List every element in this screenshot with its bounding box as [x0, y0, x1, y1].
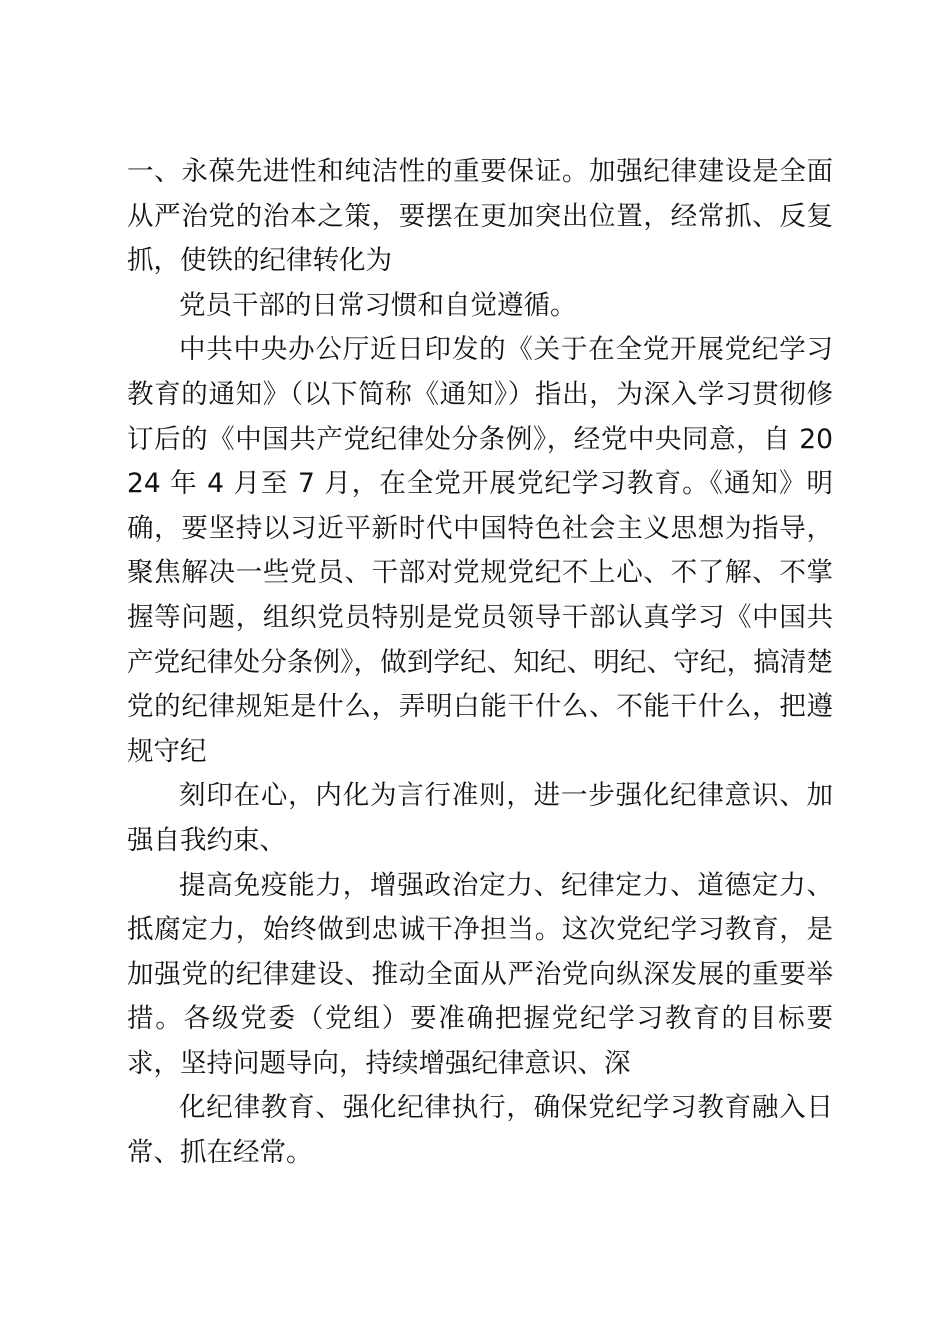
- paragraph-4: 刻印在心，内化为言行准则，进一步强化纪律意识、加强自我约束、: [127, 780, 833, 856]
- paragraph-6: 化纪律教育、强化纪律执行，确保党纪学习教育融入日常、抓在经常。: [127, 1092, 833, 1169]
- paragraph-1: 一、永葆先进性和纯洁性的重要保证。加强纪律建设是全面从严治党的治本之策，要摆在更加突出位置，经常抓、反复抓，使铁的纪律转化为: [127, 156, 833, 277]
- paragraph-3: 中共中央办公厅近日印发的《关于在全党开展党纪学习教育的通知》（以下简称《通知》）指出，为深入学习贯彻修订后的《中国共产党纪律处分条例》，经党中央同意，自 2024 年 4 月至 7 月，在全党开展党纪学习教育。《通知》明确，要坚持以习近平新时代中国特色社会主义思想为指导，聚焦解决一些党员、干部对党规党纪不上心、不了解、不掌握等问题，组织党员特别是党员领导干部认真学习《中国共产党纪律处分条例》，做到学纪、知纪、明纪、守纪，搞清楚党的纪律规矩是什么，弄明白能干什么、不能干什么，把遵规守纪: [127, 334, 833, 767]
- document-body: [127, 150, 833, 1176]
- paragraph-5: 提高免疫能力，增强政治定力、纪律定力、道德定力、抵腐定力，始终做到忠诚干净担当。这次党纪学习教育，是加强党的纪律建设、推动全面从严治党向纵深发展的重要举措。各级党委（党组）要准确把握党纪学习教育的目标要求，坚持问题导向，持续增强纪律意识、深: [127, 869, 833, 1079]
- paragraph-2: 党员干部的日常习惯和自觉遵循。: [179, 289, 577, 321]
